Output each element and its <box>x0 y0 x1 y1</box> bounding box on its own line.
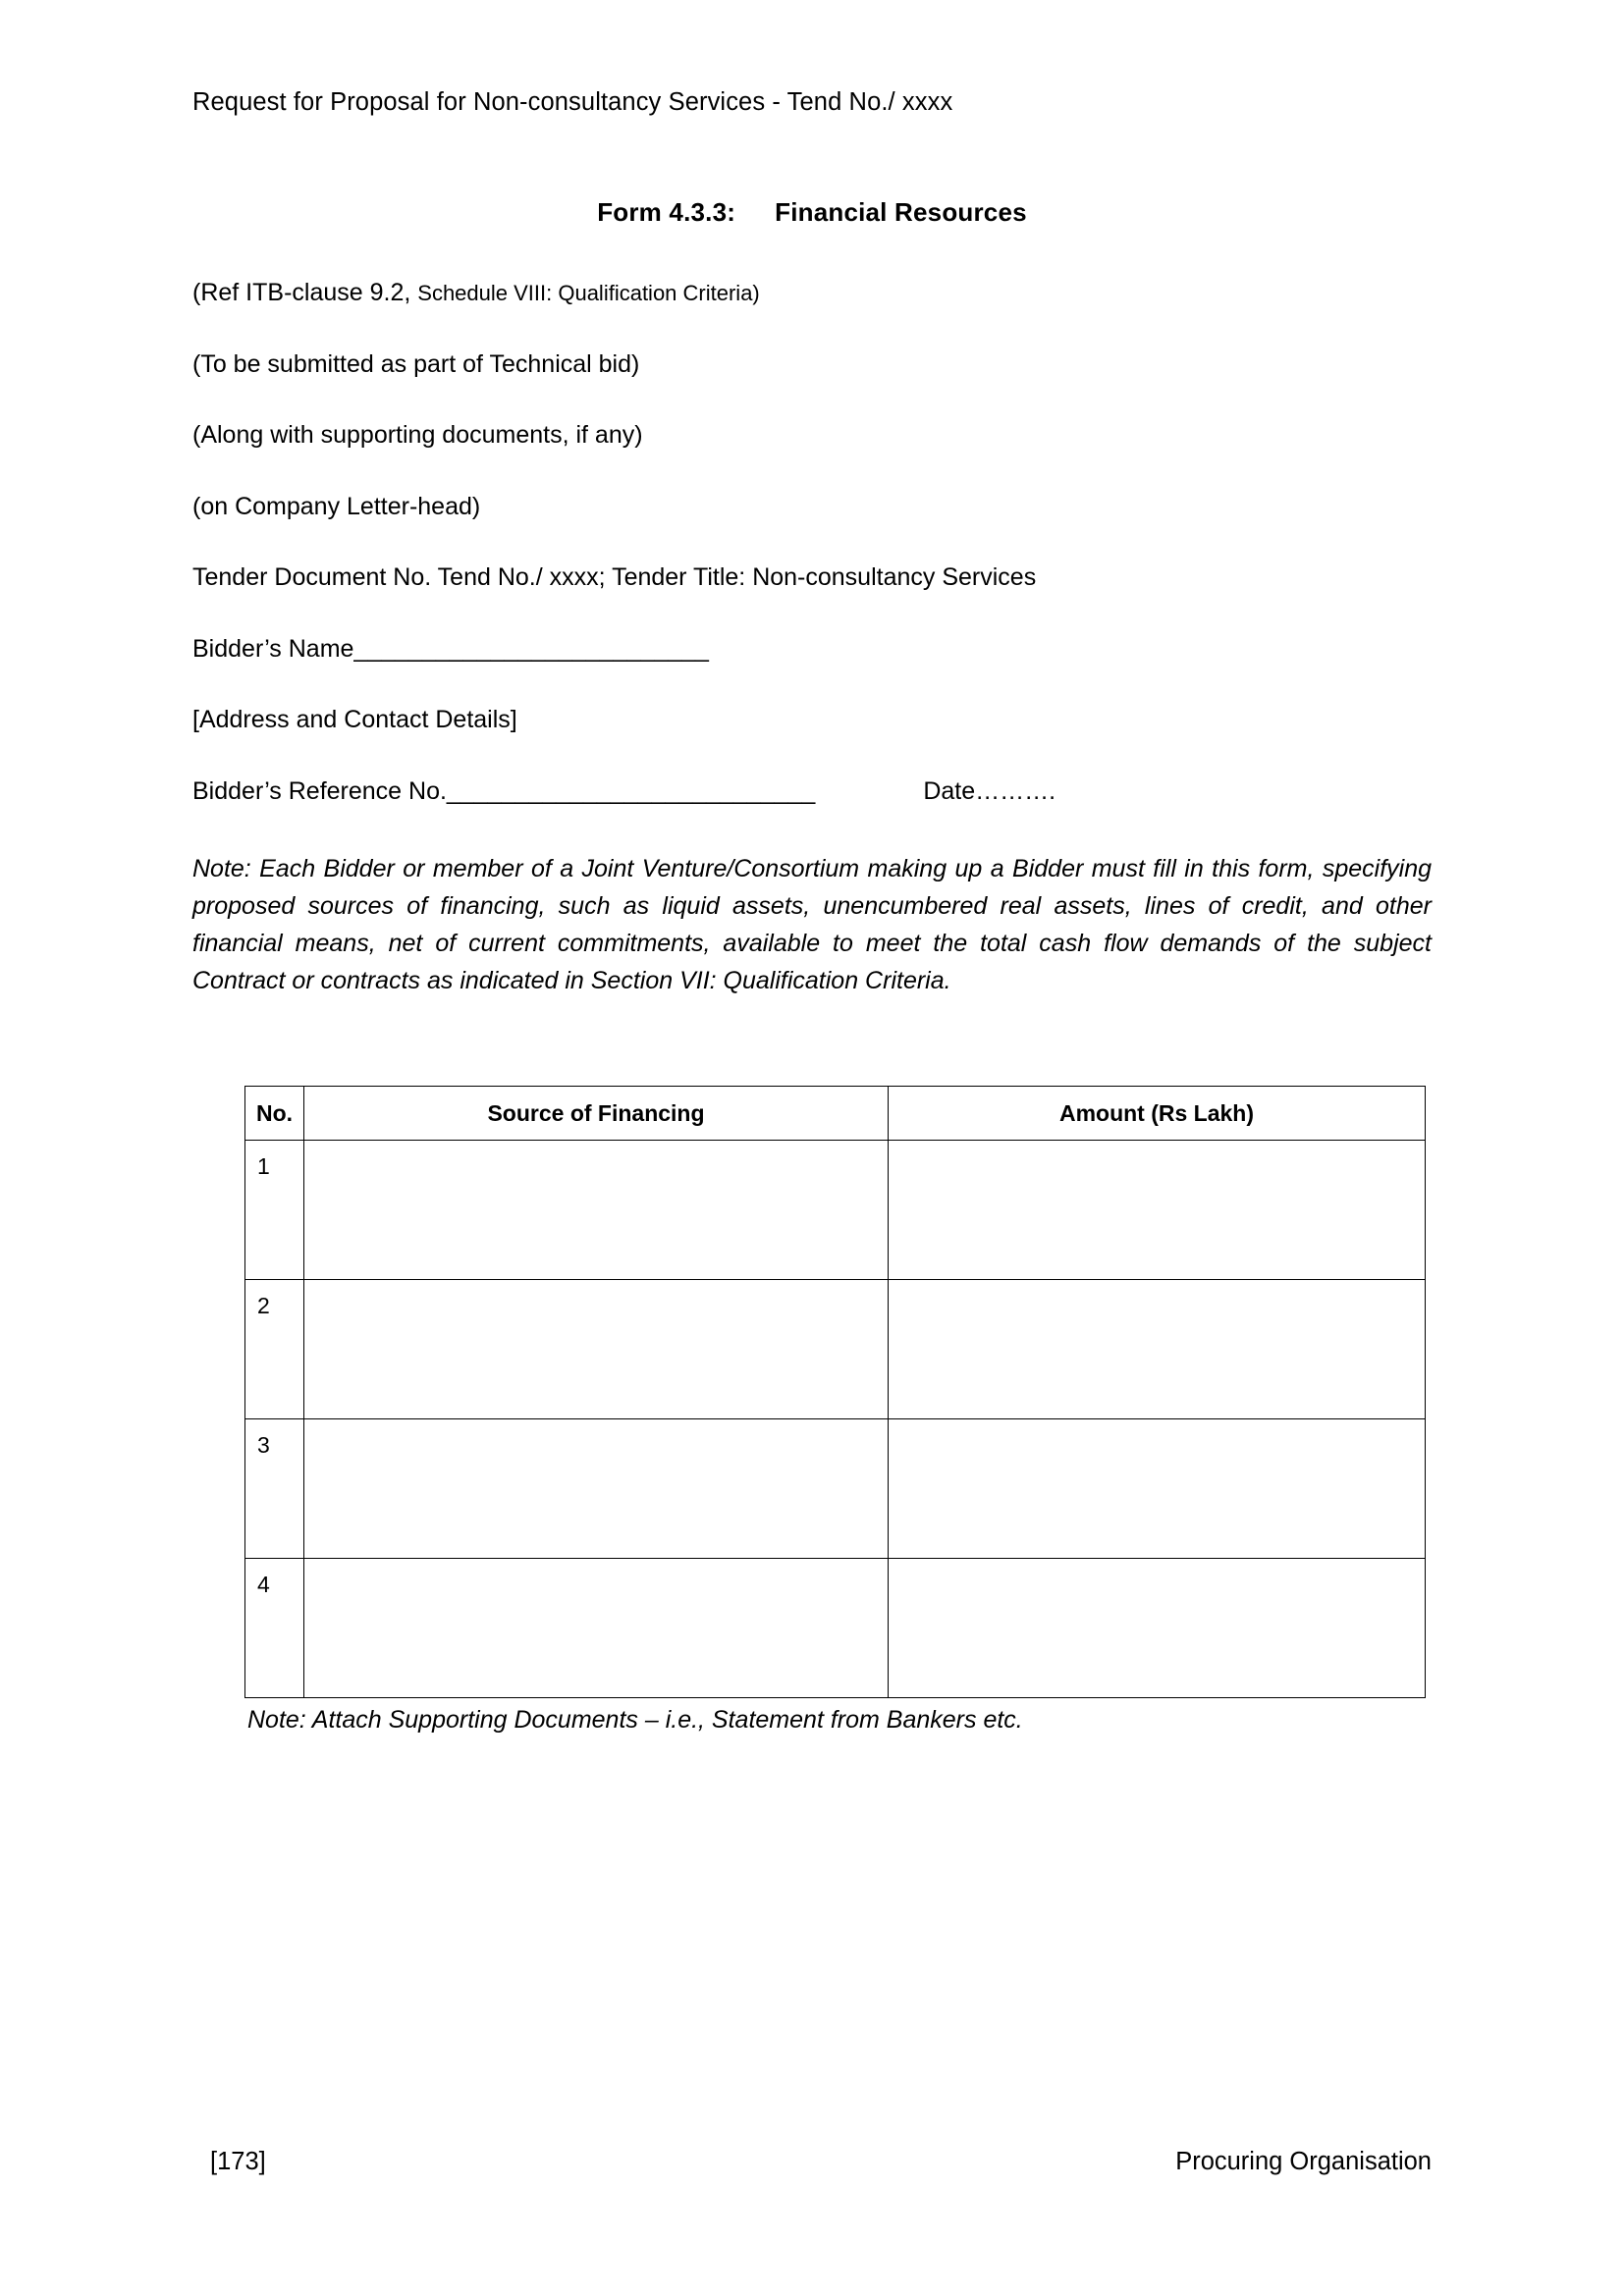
tender-details-line: Tender Document No. Tend No./ xxxx; Tender Title: Non-consultancy Services <box>192 563 1037 591</box>
bidder-name-field[interactable]: Bidder’s Name__________________________ <box>192 634 709 663</box>
page-content <box>192 0 1432 1735</box>
column-header-amount: Amount (Rs Lakh) <box>889 1087 1426 1141</box>
instruction-note: Note: Each Bidder or member of a Joint Venture/Consortium making up a Bidder must fill in this form, specifying proposed sources of financing, such as liquid assets, unencumbered real assets, lines of credit, and other financial means, net of current commitments, available to meet the total cash flow demands of the subject Contract or contracts as indicated in Section VII: Qualification Criteria. <box>192 855 1432 994</box>
table-row <box>245 1280 1426 1419</box>
page-title <box>192 197 1432 228</box>
table-row <box>245 1419 1426 1559</box>
attach-documents-note: Note: Attach Supporting Documents – i.e., Statement from Bankers etc. <box>247 1706 1023 1734</box>
page-number: [173] <box>210 2148 266 2175</box>
form-name: Financial Resources <box>775 197 1027 227</box>
supporting-documents-note: (Along with supporting documents, if any) <box>192 421 643 449</box>
row-source-cell[interactable] <box>304 1280 889 1419</box>
row-source-cell[interactable] <box>304 1141 889 1280</box>
row-amount-cell[interactable] <box>889 1280 1426 1419</box>
submission-note: (To be submitted as part of Technical bid) <box>192 349 640 378</box>
row-amount-cell[interactable] <box>889 1141 1426 1280</box>
running-header: Request for Proposal for Non-consultancy Services - Tend No./ xxxx <box>192 88 953 116</box>
column-header-source: Source of Financing <box>304 1087 889 1141</box>
row-number: 1 <box>245 1141 304 1280</box>
table-row <box>245 1141 1426 1280</box>
reference-clause <box>192 277 1432 309</box>
bidder-reference-row <box>192 775 1432 808</box>
row-number: 3 <box>245 1419 304 1559</box>
column-header-no: No. <box>245 1087 304 1141</box>
page-footer <box>192 2148 1432 2176</box>
bidder-reference-field[interactable]: Bidder’s Reference No.___________________________ <box>192 776 816 805</box>
row-number: 4 <box>245 1559 304 1698</box>
financial-resources-table <box>244 1086 1426 1698</box>
footer-organisation: Procuring Organisation <box>1175 2148 1432 2175</box>
row-source-cell[interactable] <box>304 1419 889 1559</box>
reference-schedule: Schedule VIII: Qualification Criteria) <box>417 281 760 305</box>
address-contact-details: [Address and Contact Details] <box>192 706 517 733</box>
date-field[interactable]: Date………. <box>923 776 1056 805</box>
form-label: Form 4.3.3: <box>597 197 736 227</box>
row-source-cell[interactable] <box>304 1559 889 1698</box>
row-amount-cell[interactable] <box>889 1559 1426 1698</box>
table-header-row <box>245 1087 1426 1141</box>
row-amount-cell[interactable] <box>889 1419 1426 1559</box>
letterhead-note: (on Company Letter-head) <box>192 492 481 520</box>
table-row <box>245 1559 1426 1698</box>
row-number: 2 <box>245 1280 304 1419</box>
reference-main: (Ref ITB-clause 9.2, <box>192 279 411 306</box>
